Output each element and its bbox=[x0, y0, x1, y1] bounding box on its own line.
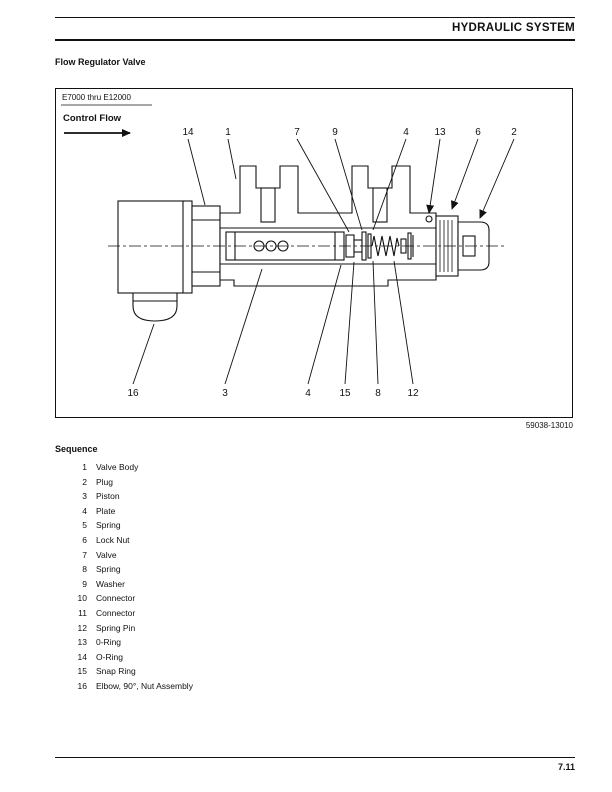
sequence-item-number: 14 bbox=[77, 651, 87, 662]
sequence-item-number: 3 bbox=[82, 491, 87, 502]
sequence-item bbox=[55, 606, 455, 621]
sequence-item-number: 6 bbox=[82, 534, 87, 545]
callout-4-bottom: 4 bbox=[305, 388, 311, 399]
section-title: Flow Regulator Valve bbox=[55, 57, 146, 67]
sequence-item-number: 2 bbox=[82, 476, 87, 487]
sequence-item-number: 16 bbox=[77, 680, 87, 691]
callout-14: 14 bbox=[182, 127, 194, 138]
sequence-heading: Sequence bbox=[55, 444, 98, 454]
model-range-label: E7000 thru E12000 bbox=[62, 93, 131, 102]
sequence-item-label: Snap Ring bbox=[96, 666, 136, 677]
sequence-item-label: Lock Nut bbox=[96, 534, 130, 545]
sequence-item bbox=[55, 548, 455, 563]
sequence-item bbox=[55, 577, 455, 592]
elbow-body bbox=[118, 201, 192, 293]
sequence-item-number: 1 bbox=[82, 462, 87, 472]
sequence-item-label: Spring Pin bbox=[96, 622, 136, 633]
sequence-item bbox=[55, 621, 455, 636]
callout-8: 8 bbox=[375, 388, 381, 399]
sequence-item-label: Piston bbox=[96, 491, 120, 502]
sequence-item-label: Spring bbox=[96, 564, 121, 575]
valve-body-outline bbox=[220, 166, 436, 286]
callout-1: 1 bbox=[225, 127, 231, 138]
sequence-item-number: 15 bbox=[77, 666, 87, 677]
sequence-item-label: Valve bbox=[96, 549, 117, 560]
header-top-rule bbox=[55, 17, 575, 18]
sequence-item-number: 12 bbox=[77, 622, 87, 633]
callout-9: 9 bbox=[332, 127, 338, 138]
callout-16: 16 bbox=[127, 388, 139, 399]
sequence-item bbox=[55, 664, 455, 679]
callout-3: 3 bbox=[222, 388, 228, 399]
callout-4-top: 4 bbox=[403, 127, 409, 138]
sequence-item-number: 11 bbox=[78, 607, 87, 618]
sequence-item-label: Elbow, 90°, Nut Assembly bbox=[96, 680, 193, 691]
sequence-item bbox=[55, 679, 455, 694]
sequence-item-label: Washer bbox=[96, 578, 125, 589]
sequence-item bbox=[55, 518, 455, 533]
control-flow-label: Control Flow bbox=[63, 113, 122, 124]
port-channel-right bbox=[373, 188, 387, 222]
valve-cross-section bbox=[108, 166, 504, 321]
sequence-item bbox=[55, 635, 455, 650]
sequence-item-number: 10 bbox=[77, 593, 87, 604]
callout-6: 6 bbox=[475, 127, 481, 138]
port-channel-left bbox=[261, 188, 275, 222]
sequence-item-label: Plate bbox=[96, 505, 116, 516]
figure-box bbox=[55, 88, 573, 418]
figure-number: 59038-13010 bbox=[525, 421, 573, 430]
elbow-nut bbox=[133, 293, 177, 321]
callout-7: 7 bbox=[294, 127, 300, 138]
sequence-item bbox=[55, 504, 455, 519]
sequence-item-label: Connector bbox=[96, 593, 136, 604]
page-number: 7.11 bbox=[557, 762, 575, 772]
sequence-item bbox=[55, 591, 455, 606]
callout-15: 15 bbox=[339, 388, 351, 399]
header-bottom-rule bbox=[55, 39, 575, 41]
sequence-item-number: 5 bbox=[82, 520, 87, 531]
sequence-item-label: Plug bbox=[96, 476, 114, 487]
sequence-item bbox=[55, 650, 455, 665]
sequence-item bbox=[55, 489, 455, 504]
sequence-item bbox=[55, 533, 455, 548]
sequence-item bbox=[55, 460, 455, 475]
sequence-item-number: 9 bbox=[82, 578, 87, 589]
valve-diagram bbox=[56, 89, 572, 417]
sequence-item bbox=[55, 475, 455, 490]
sequence-item-number: 8 bbox=[82, 564, 87, 575]
callout-12: 12 bbox=[407, 388, 419, 399]
sequence-item-label: O-Ring bbox=[96, 651, 123, 662]
sequence-item-label: 0-Ring bbox=[96, 637, 122, 648]
sequence-item-label: Spring bbox=[96, 520, 121, 531]
sequence-item-number: 13 bbox=[77, 637, 87, 648]
callout-2: 2 bbox=[511, 127, 517, 138]
sequence-item-label: Connector bbox=[96, 607, 136, 618]
sequence-item-number: 7 bbox=[82, 549, 87, 560]
callout-13: 13 bbox=[434, 127, 446, 138]
sequence-item-label: Valve Body bbox=[96, 462, 139, 472]
sequence-item bbox=[55, 562, 455, 577]
sequence-section bbox=[55, 444, 455, 694]
page-title: HYDRAULIC SYSTEM bbox=[451, 22, 575, 34]
sequence-item-number: 4 bbox=[82, 505, 87, 516]
footer-rule bbox=[55, 757, 575, 758]
